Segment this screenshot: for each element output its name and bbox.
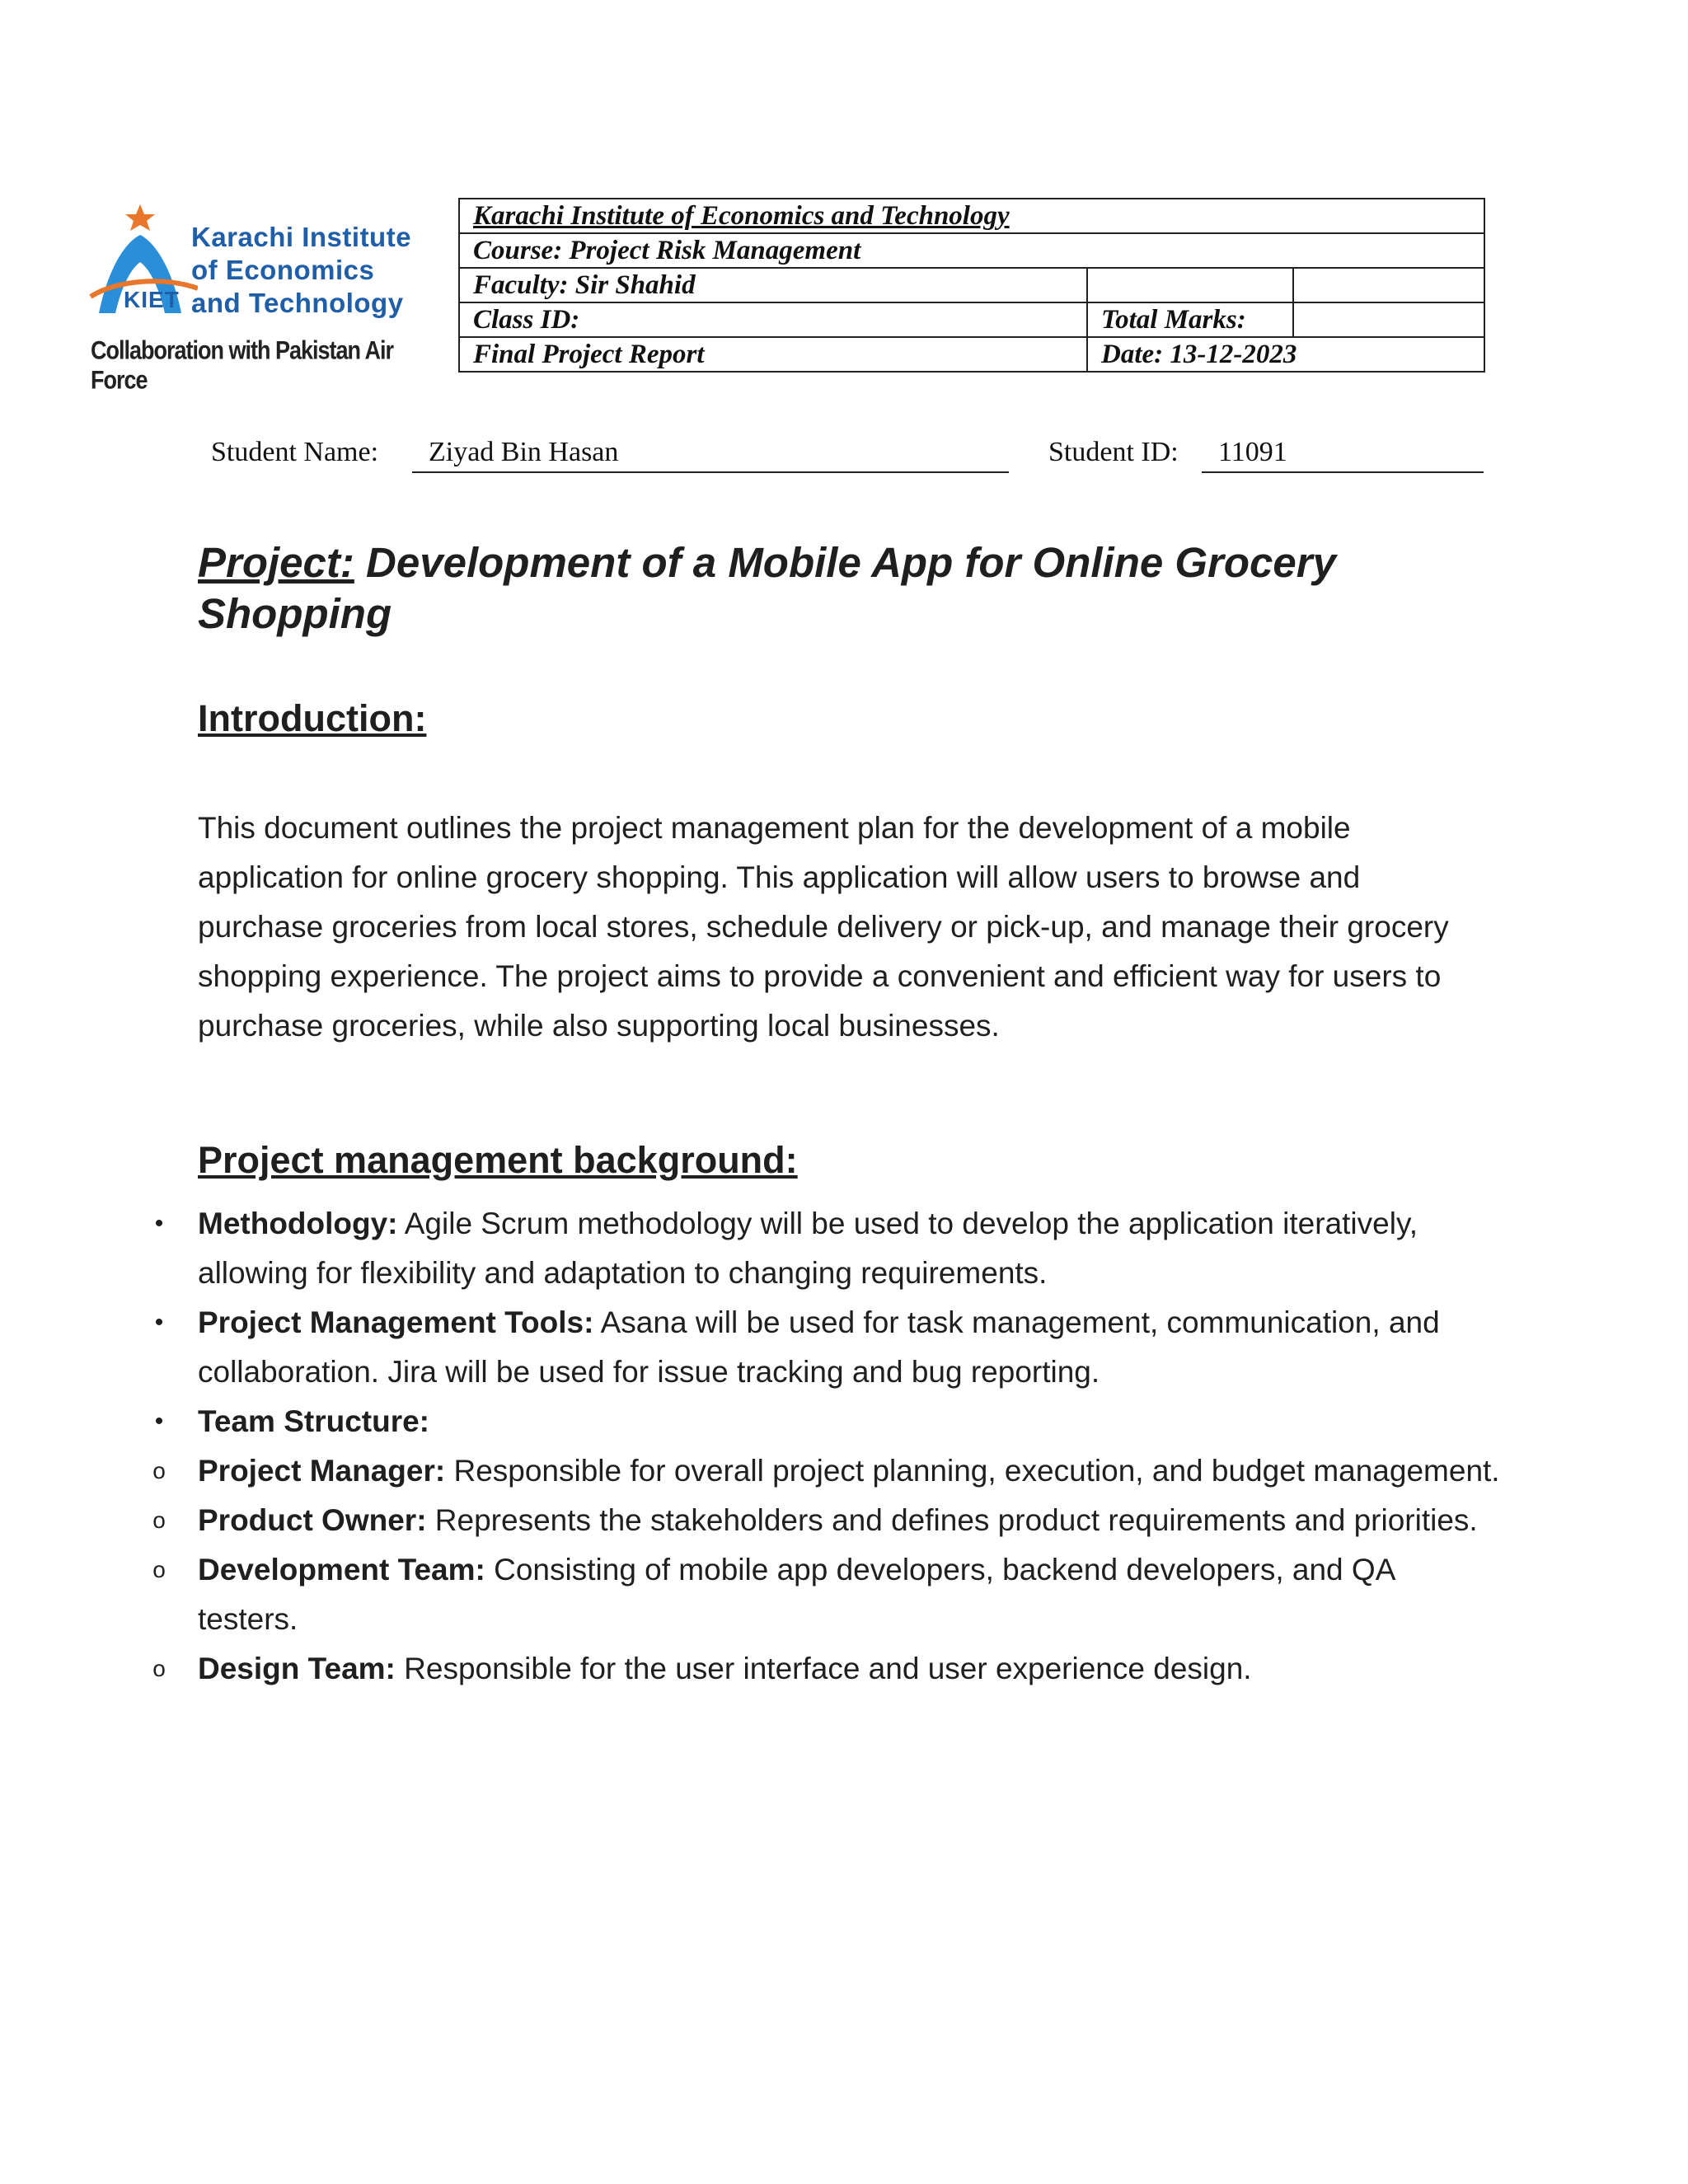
item-label: Product Owner: [198, 1503, 427, 1537]
logo-abbr: KIET [124, 287, 180, 312]
project-title [198, 537, 1484, 640]
list-item [152, 1496, 1500, 1545]
empty-cell [1087, 268, 1293, 302]
date-cell: Date: 13-12-2023 [1087, 337, 1484, 372]
item-text: Consisting of mobile app developers, backend developers, and QA testers. [198, 1553, 1395, 1636]
total-marks-label: Total Marks: [1087, 302, 1293, 337]
item-text: Represents the stakeholders and defines product requirements and priorities. [426, 1503, 1478, 1537]
institute-cell [459, 199, 1484, 233]
list-item [154, 1397, 1500, 1446]
total-marks-value [1293, 302, 1484, 337]
student-name-field: Ziyad Bin Hasan [412, 437, 1009, 473]
list-item [152, 1446, 1500, 1496]
item-text: Agile Scrum methodology will be used to develop the application iteratively, allowing for flexibility and adaptation to changing requirements. [198, 1207, 1418, 1290]
course-header-table [458, 198, 1485, 373]
sub-bullet-marker: o [152, 1507, 166, 1533]
bullet-marker: • [154, 1408, 164, 1435]
item-label: Methodology: [198, 1207, 398, 1240]
item-label: Design Team: [198, 1652, 396, 1685]
student-id-label: Student ID: [1048, 437, 1179, 467]
logo-line-1: Karachi Institute [191, 222, 412, 252]
logo-tagline: Collaboration with Pakistan Air Force [91, 336, 394, 395]
faculty-cell: Faculty: Sir Shahid [459, 268, 1087, 302]
sub-bullet-marker: o [152, 1557, 166, 1582]
background-heading: Project management background: [198, 1139, 798, 1181]
item-label: Project Manager: [198, 1454, 446, 1488]
project-label: Project: [198, 539, 354, 586]
bullet-marker: • [154, 1309, 164, 1336]
report-type-cell: Final Project Report [459, 337, 1087, 372]
item-label: Project Management Tools: [198, 1305, 594, 1339]
item-label: Team Structure: [198, 1404, 429, 1438]
student-name-label: Student Name: [211, 437, 379, 467]
empty-cell [1293, 268, 1484, 302]
class-id-cell: Class ID: [459, 302, 1087, 337]
sub-bullet-marker: o [152, 1458, 166, 1483]
sub-bullet-marker: o [152, 1656, 166, 1681]
logo-line-3: and Technology [191, 288, 404, 318]
kiet-logo [82, 198, 422, 395]
item-text: Responsible for the user interface and user experience design. [395, 1652, 1252, 1685]
course-cell: Course: Project Risk Management [459, 233, 1484, 268]
list-item [154, 1298, 1500, 1397]
background-list [152, 1199, 1500, 1694]
item-text: Asana will be used for task management, communication, and collaboration. Jira will be used for issue tracking and bug reporting. [198, 1305, 1440, 1389]
list-item [154, 1199, 1500, 1298]
project-name: Development of a Mobile App for Online Grocery Shopping [198, 539, 1336, 637]
institute-name: Karachi Institute of Economics and Technology [473, 201, 1010, 231]
introduction-paragraph: This document outlines the project management plan for the development of a mobile application for online grocery shopping. This application will allow users to browse and purchase groceries from local stores, schedule delivery or pick-up, and manage their grocery shopping experience. The project aims to provide a convenient and efficient way for users to purchase groceries, while also supporting local businesses. [198, 811, 1449, 1043]
logo-line-2: of Economics [191, 255, 375, 285]
bullet-marker: • [154, 1210, 164, 1237]
list-item [152, 1644, 1500, 1694]
item-label: Development Team: [198, 1553, 485, 1586]
list-item [152, 1545, 1500, 1644]
introduction-heading: Introduction: [198, 697, 427, 739]
item-text: Responsible for overall project planning, execution, and budget management. [445, 1454, 1500, 1488]
student-id-field: 11091 [1202, 437, 1484, 473]
